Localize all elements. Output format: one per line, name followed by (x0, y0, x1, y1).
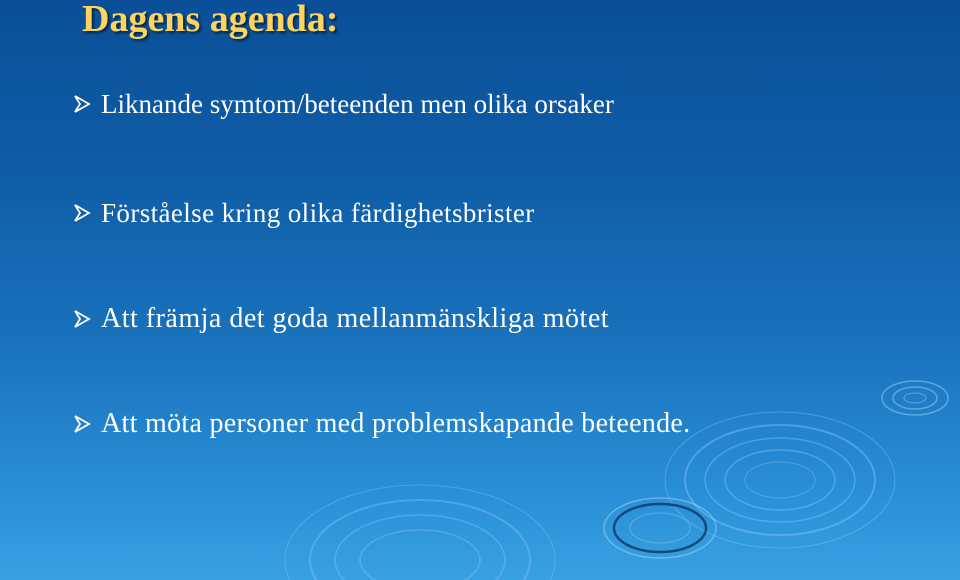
agenda-item (72, 197, 535, 229)
agenda-item-text: Att möta personer med problemskapande beteende. (101, 408, 691, 439)
arrowhead-bullet-icon (72, 309, 92, 329)
arrowhead-bullet-icon (72, 203, 92, 223)
agenda-item (72, 88, 614, 120)
arrowhead-bullet-icon (72, 94, 92, 114)
arrowhead-bullet-icon (72, 414, 92, 434)
agenda-item-text: Liknande symtom/beteenden men olika orsaker (101, 89, 614, 119)
agenda-item (72, 408, 690, 440)
agenda-item-text: Att främja det goda mellanmänskliga mötet (101, 303, 610, 334)
agenda-item (72, 303, 609, 335)
agenda-item-text: Förståelse kring olika färdighetsbrister (101, 198, 535, 228)
slide-title: Dagens agenda: (82, 0, 339, 40)
